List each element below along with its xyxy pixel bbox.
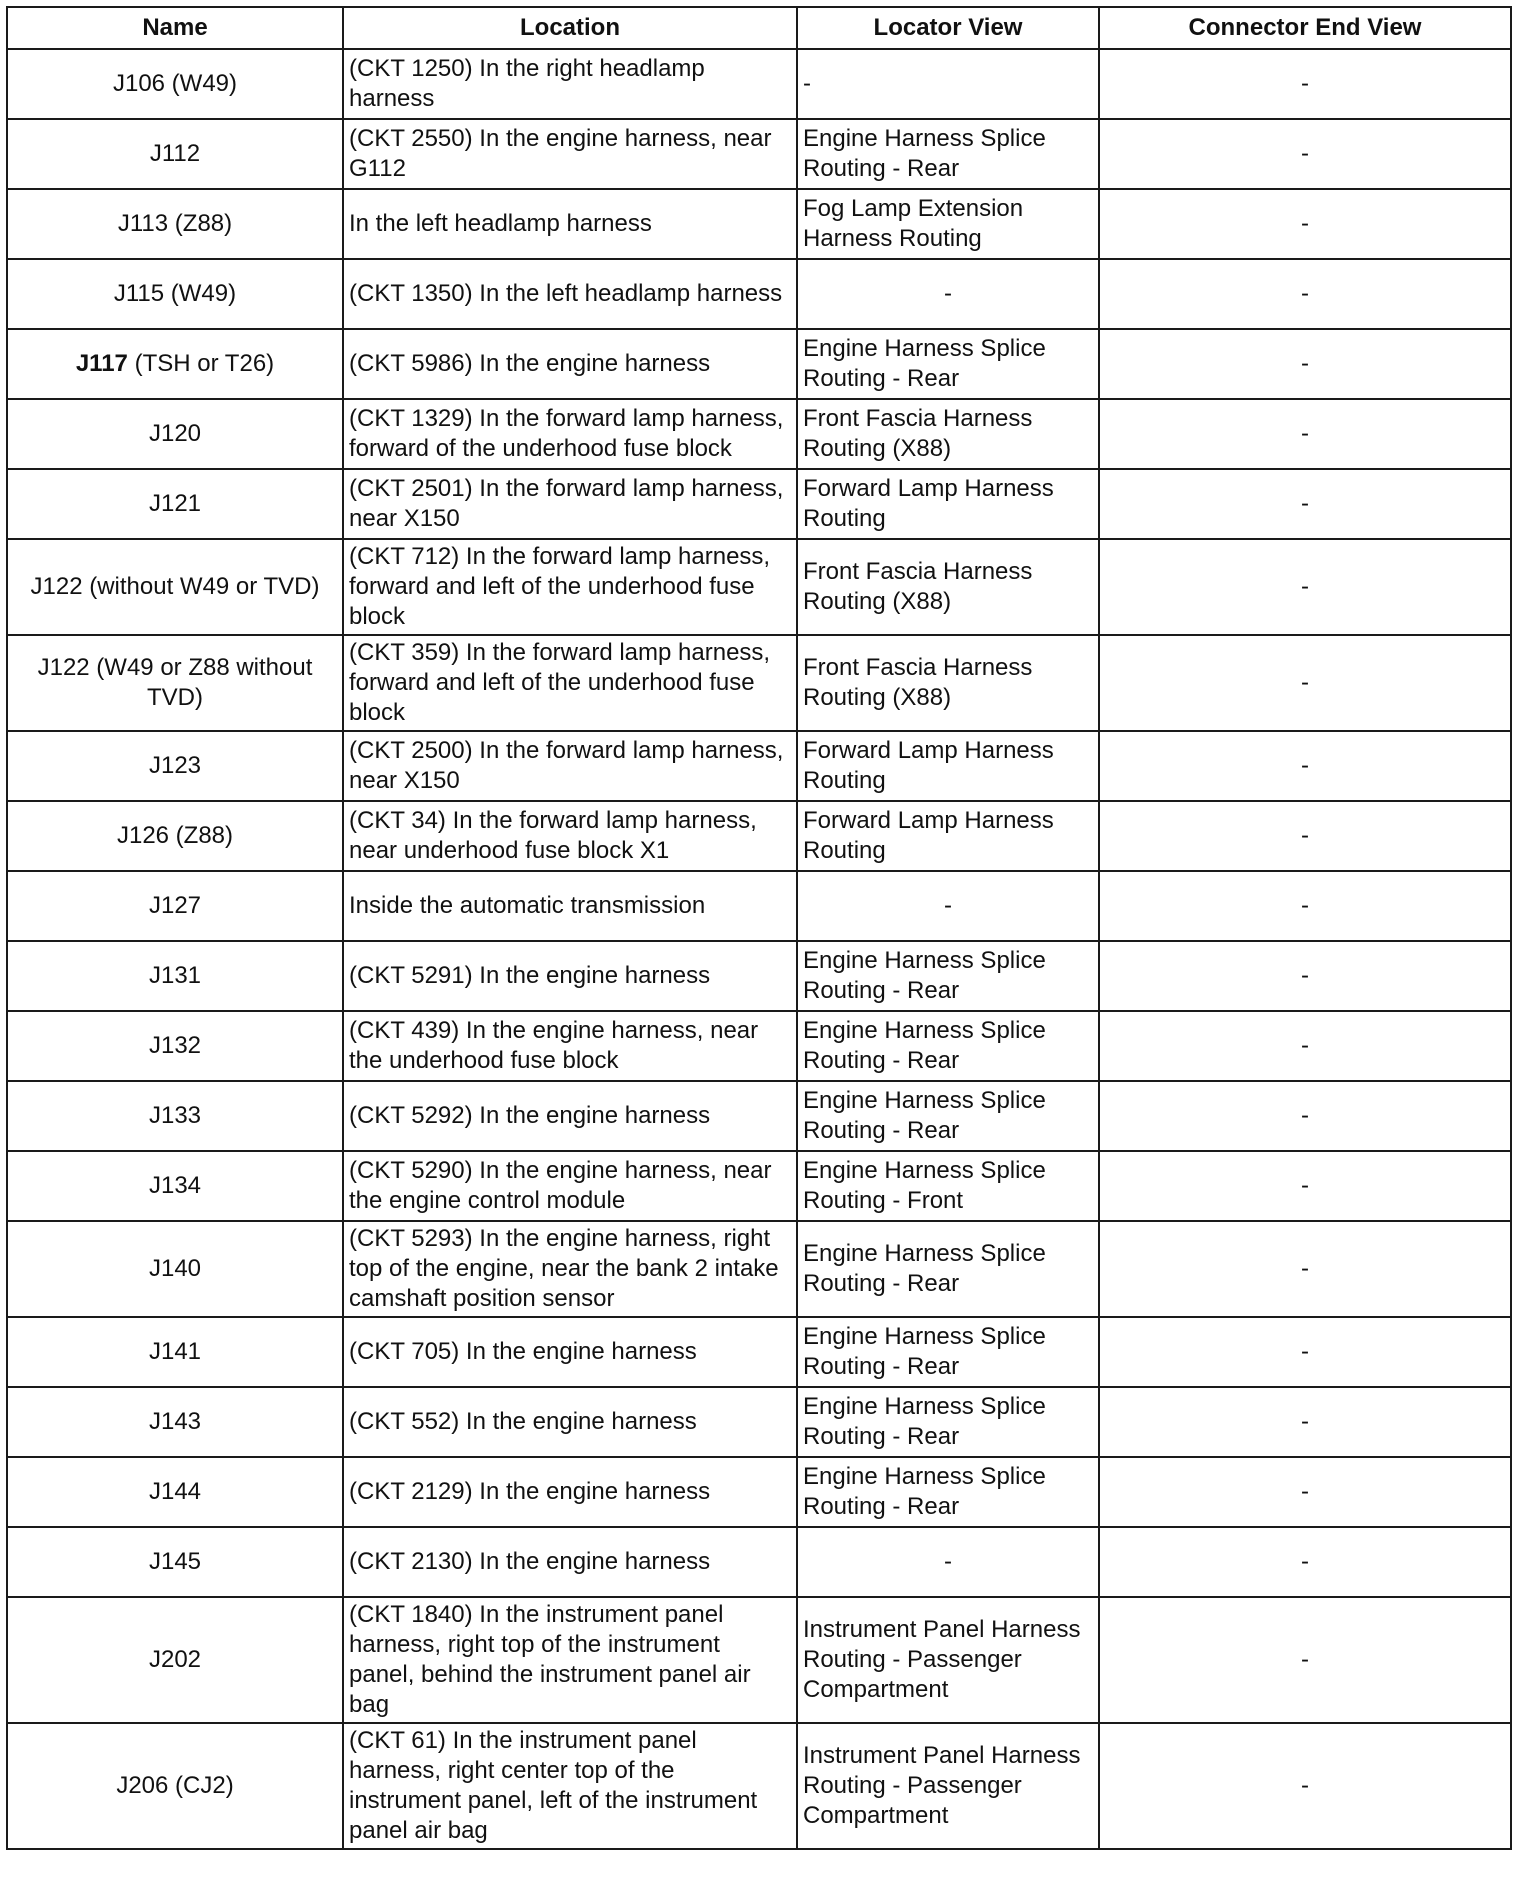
locator-view: Forward Lamp Harness Routing <box>797 469 1099 539</box>
locator-view: Instrument Panel Harness Routing - Passenger Compartment <box>797 1723 1099 1849</box>
connector-end-view: - <box>1099 189 1511 259</box>
table-row <box>7 1081 1511 1151</box>
table-row <box>7 329 1511 399</box>
table-row <box>7 1221 1511 1317</box>
locator-view: Forward Lamp Harness Routing <box>797 801 1099 871</box>
splice-name: J140 <box>7 1221 343 1317</box>
splice-location: (CKT 705) In the engine harness <box>343 1317 797 1387</box>
locator-view: Engine Harness Splice Routing - Rear <box>797 941 1099 1011</box>
connector-end-view: - <box>1099 119 1511 189</box>
header-locator-view: Locator View <box>797 7 1099 49</box>
connector-end-view: - <box>1099 1011 1511 1081</box>
splice-location: (CKT 5290) In the engine harness, near the engine control module <box>343 1151 797 1221</box>
splice-name: J115 (W49) <box>7 259 343 329</box>
connector-end-view: - <box>1099 941 1511 1011</box>
table-row <box>7 731 1511 801</box>
splice-location: (CKT 359) In the forward lamp harness, forward and left of the underhood fuse block <box>343 635 797 731</box>
connector-end-view: - <box>1099 1221 1511 1317</box>
splice-location: (CKT 712) In the forward lamp harness, forward and left of the underhood fuse block <box>343 539 797 635</box>
connector-end-view: - <box>1099 259 1511 329</box>
splice-name: J143 <box>7 1387 343 1457</box>
splice-name: J113 (Z88) <box>7 189 343 259</box>
locator-view: Engine Harness Splice Routing - Rear <box>797 1387 1099 1457</box>
table-row <box>7 1457 1511 1527</box>
table-row <box>7 801 1511 871</box>
splice-location: (CKT 34) In the forward lamp harness, near underhood fuse block X1 <box>343 801 797 871</box>
splice-name: J117 (TSH or T26) <box>7 329 343 399</box>
locator-view: Instrument Panel Harness Routing - Passenger Compartment <box>797 1597 1099 1723</box>
header-name: Name <box>7 7 343 49</box>
splice-location: (CKT 1350) In the left headlamp harness <box>343 259 797 329</box>
table-row <box>7 635 1511 731</box>
splice-name: J123 <box>7 731 343 801</box>
locator-view: - <box>797 259 1099 329</box>
table-row <box>7 1317 1511 1387</box>
locator-view: Engine Harness Splice Routing - Rear <box>797 1011 1099 1081</box>
locator-view: Engine Harness Splice Routing - Rear <box>797 1457 1099 1527</box>
table-row <box>7 1011 1511 1081</box>
connector-end-view: - <box>1099 1597 1511 1723</box>
splice-location: (CKT 5986) In the engine harness <box>343 329 797 399</box>
splice-name: J132 <box>7 1011 343 1081</box>
table-row <box>7 1151 1511 1221</box>
splice-name: J127 <box>7 871 343 941</box>
locator-view: Forward Lamp Harness Routing <box>797 731 1099 801</box>
splice-location: (CKT 5291) In the engine harness <box>343 941 797 1011</box>
connector-end-view: - <box>1099 1527 1511 1597</box>
splice-name: J141 <box>7 1317 343 1387</box>
splice-location: (CKT 1329) In the forward lamp harness, forward of the underhood fuse block <box>343 399 797 469</box>
splice-location: (CKT 5293) In the engine harness, right top of the engine, near the bank 2 intake camshaft position sensor <box>343 1221 797 1317</box>
splice-location: (CKT 5292) In the engine harness <box>343 1081 797 1151</box>
connector-end-view: - <box>1099 469 1511 539</box>
table-row <box>7 469 1511 539</box>
splice-name: J206 (CJ2) <box>7 1723 343 1849</box>
splice-location: (CKT 1250) In the right headlamp harness <box>343 49 797 119</box>
splice-location: In the left headlamp harness <box>343 189 797 259</box>
splice-location: (CKT 2500) In the forward lamp harness, near X150 <box>343 731 797 801</box>
splice-name: J121 <box>7 469 343 539</box>
table-row <box>7 189 1511 259</box>
splice-location: (CKT 2129) In the engine harness <box>343 1457 797 1527</box>
splice-location: (CKT 61) In the instrument panel harness, right center top of the instrument panel, left of the instrument panel air bag <box>343 1723 797 1849</box>
connector-end-view: - <box>1099 1081 1511 1151</box>
splice-name: J133 <box>7 1081 343 1151</box>
locator-view: Front Fascia Harness Routing (X88) <box>797 539 1099 635</box>
splice-name: J112 <box>7 119 343 189</box>
splice-location: Inside the automatic transmission <box>343 871 797 941</box>
connector-end-view: - <box>1099 1723 1511 1849</box>
splice-location: (CKT 2501) In the forward lamp harness, near X150 <box>343 469 797 539</box>
header-row <box>7 7 1511 49</box>
splice-location: (CKT 2550) In the engine harness, near G112 <box>343 119 797 189</box>
connector-end-view: - <box>1099 1151 1511 1221</box>
connector-end-view: - <box>1099 329 1511 399</box>
locator-view: Front Fascia Harness Routing (X88) <box>797 635 1099 731</box>
table-row <box>7 259 1511 329</box>
locator-view: Engine Harness Splice Routing - Rear <box>797 1081 1099 1151</box>
connector-end-view: - <box>1099 635 1511 731</box>
connector-end-view: - <box>1099 1387 1511 1457</box>
connector-end-view: - <box>1099 49 1511 119</box>
connector-end-view: - <box>1099 539 1511 635</box>
splice-name: J122 (W49 or Z88 without TVD) <box>7 635 343 731</box>
locator-view: Engine Harness Splice Routing - Rear <box>797 119 1099 189</box>
splice-name: J144 <box>7 1457 343 1527</box>
table-row <box>7 941 1511 1011</box>
table-row <box>7 49 1511 119</box>
connector-end-view: - <box>1099 801 1511 871</box>
splice-name: J106 (W49) <box>7 49 343 119</box>
connector-end-view: - <box>1099 1317 1511 1387</box>
splice-name: J126 (Z88) <box>7 801 343 871</box>
connector-end-view: - <box>1099 1457 1511 1527</box>
locator-view: Engine Harness Splice Routing - Front <box>797 1151 1099 1221</box>
splice-name: J145 <box>7 1527 343 1597</box>
connector-end-view: - <box>1099 871 1511 941</box>
table-row <box>7 1387 1511 1457</box>
splice-name: J122 (without W49 or TVD) <box>7 539 343 635</box>
locator-view: Fog Lamp Extension Harness Routing <box>797 189 1099 259</box>
splice-location: (CKT 2130) In the engine harness <box>343 1527 797 1597</box>
connector-end-view: - <box>1099 731 1511 801</box>
locator-view: Engine Harness Splice Routing - Rear <box>797 1221 1099 1317</box>
table-row <box>7 871 1511 941</box>
header-connector-end-view: Connector End View <box>1099 7 1511 49</box>
locator-view: Engine Harness Splice Routing - Rear <box>797 1317 1099 1387</box>
splice-location-table <box>6 6 1512 1850</box>
splice-name: J134 <box>7 1151 343 1221</box>
locator-view: - <box>797 49 1099 119</box>
splice-location: (CKT 552) In the engine harness <box>343 1387 797 1457</box>
locator-view: - <box>797 871 1099 941</box>
table-row <box>7 399 1511 469</box>
splice-name: J131 <box>7 941 343 1011</box>
table-row <box>7 119 1511 189</box>
header-location: Location <box>343 7 797 49</box>
table-row <box>7 1527 1511 1597</box>
connector-end-view: - <box>1099 399 1511 469</box>
splice-name: J120 <box>7 399 343 469</box>
splice-location: (CKT 439) In the engine harness, near the underhood fuse block <box>343 1011 797 1081</box>
locator-view: - <box>797 1527 1099 1597</box>
table-row <box>7 1597 1511 1723</box>
splice-name: J202 <box>7 1597 343 1723</box>
splice-location: (CKT 1840) In the instrument panel harness, right top of the instrument panel, behind the instrument panel air bag <box>343 1597 797 1723</box>
table-row <box>7 1723 1511 1849</box>
locator-view: Front Fascia Harness Routing (X88) <box>797 399 1099 469</box>
table-row <box>7 539 1511 635</box>
locator-view: Engine Harness Splice Routing - Rear <box>797 329 1099 399</box>
